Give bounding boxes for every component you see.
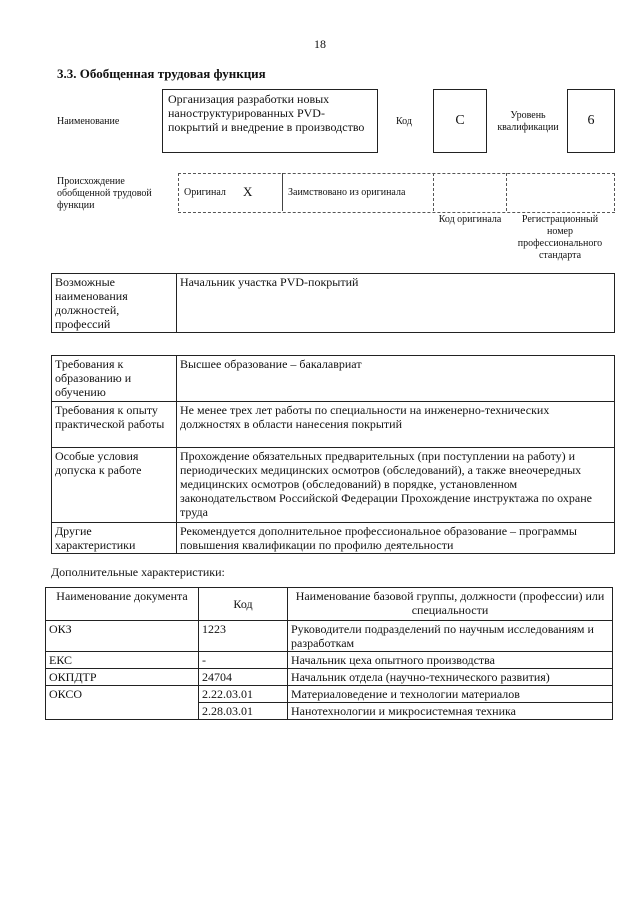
cell-doc: ОКСО <box>46 686 199 720</box>
original-label: Оригинал <box>184 187 226 198</box>
table-row <box>52 448 615 523</box>
table-header-row <box>46 588 613 621</box>
origin-label: Происхождение обобщенной трудовой функции <box>57 176 152 211</box>
cell-code: 2.22.03.01 <box>199 686 288 703</box>
function-name-box <box>162 89 378 153</box>
requirement-label: Требования к образованию и обучению <box>52 356 177 402</box>
level-value: 6 <box>587 113 595 128</box>
cell-code: 1223 <box>199 621 288 652</box>
table-row <box>46 686 613 703</box>
section-title: 3.3. Обобщенная трудовая функция <box>57 66 266 81</box>
header-document: Наименование документа <box>46 588 199 621</box>
requirements-table <box>51 355 615 554</box>
cell-code: 2.28.03.01 <box>199 703 288 720</box>
page-number: 18 <box>314 37 326 51</box>
cell-code: - <box>199 652 288 669</box>
table-row <box>46 621 613 652</box>
code-original-caption: Код оригинала <box>438 214 502 225</box>
positions-value: Начальник участка PVD-покрытий <box>177 274 615 333</box>
requirement-value: Прохождение обязательных предварительных (при поступлении на работу) и периодических медицинских осмотров (обследований), а также внеочередных медицинских осмотров (обследований) в порядке, установленном законодательством Российской Федерации Прохождение инструктажа по охране труда <box>177 448 615 523</box>
code-box <box>433 89 487 153</box>
positions-label: Возможные наименования должностей, профессий <box>52 274 177 333</box>
extra-title: Дополнительные характеристики: <box>51 565 225 579</box>
origin-right-border <box>614 173 616 211</box>
level-label: Уровень квалификации <box>497 110 559 133</box>
header-name: Наименование базовой группы, должности (профессии) или специальности <box>288 588 613 621</box>
code-value: C <box>455 113 465 128</box>
code-label: Код <box>396 116 412 127</box>
original-mark: X <box>243 184 253 199</box>
requirement-value: Не менее трех лет работы по специальности на инженерно-технических должностях в области нанесения покрытий <box>177 402 615 448</box>
function-name-value: Организация разработки новых наноструктурированных PVD-покрытий и внедрение в производство <box>168 92 365 134</box>
borrowed-label: Заимствовано из оригинала <box>288 187 406 198</box>
requirement-label: Особые условия допуска к работе <box>52 448 177 523</box>
header-code: Код <box>199 588 288 621</box>
requirement-value: Рекомендуется дополнительное профессиональное образование – программы повышения квалификации по профилю деятельности <box>177 523 615 554</box>
cell-code: 24704 <box>199 669 288 686</box>
table-row <box>52 356 615 402</box>
cell-name: Нанотехнологии и микросистемная техника <box>288 703 613 720</box>
level-box <box>567 89 615 153</box>
requirement-label: Требования к опыту практической работы <box>52 402 177 448</box>
extra-table <box>45 587 613 720</box>
positions-table <box>51 273 615 333</box>
origin-divider-2 <box>433 173 435 211</box>
requirement-value: Высшее образование – бакалавриат <box>177 356 615 402</box>
table-row <box>52 523 615 554</box>
cell-name: Начальник цеха опытного производства <box>288 652 613 669</box>
origin-left-border <box>178 173 180 211</box>
requirement-label: Другие характеристики <box>52 523 177 554</box>
table-row <box>46 669 613 686</box>
cell-name: Руководители подразделений по научным исследованиям и разработкам <box>288 621 613 652</box>
cell-doc: ОКЗ <box>46 621 199 652</box>
table-row <box>46 652 613 669</box>
reg-number-caption: Регистрационный номер профессионального стандарта <box>517 214 603 261</box>
origin-divider-1 <box>282 173 284 211</box>
cell-doc: ЕКС <box>46 652 199 669</box>
name-label: Наименование <box>57 116 120 127</box>
origin-divider-3 <box>506 173 508 211</box>
cell-name: Начальник отдела (научно-технического развития) <box>288 669 613 686</box>
cell-doc: ОКПДТР <box>46 669 199 686</box>
table-row <box>52 402 615 448</box>
cell-name: Материаловедение и технологии материалов <box>288 686 613 703</box>
